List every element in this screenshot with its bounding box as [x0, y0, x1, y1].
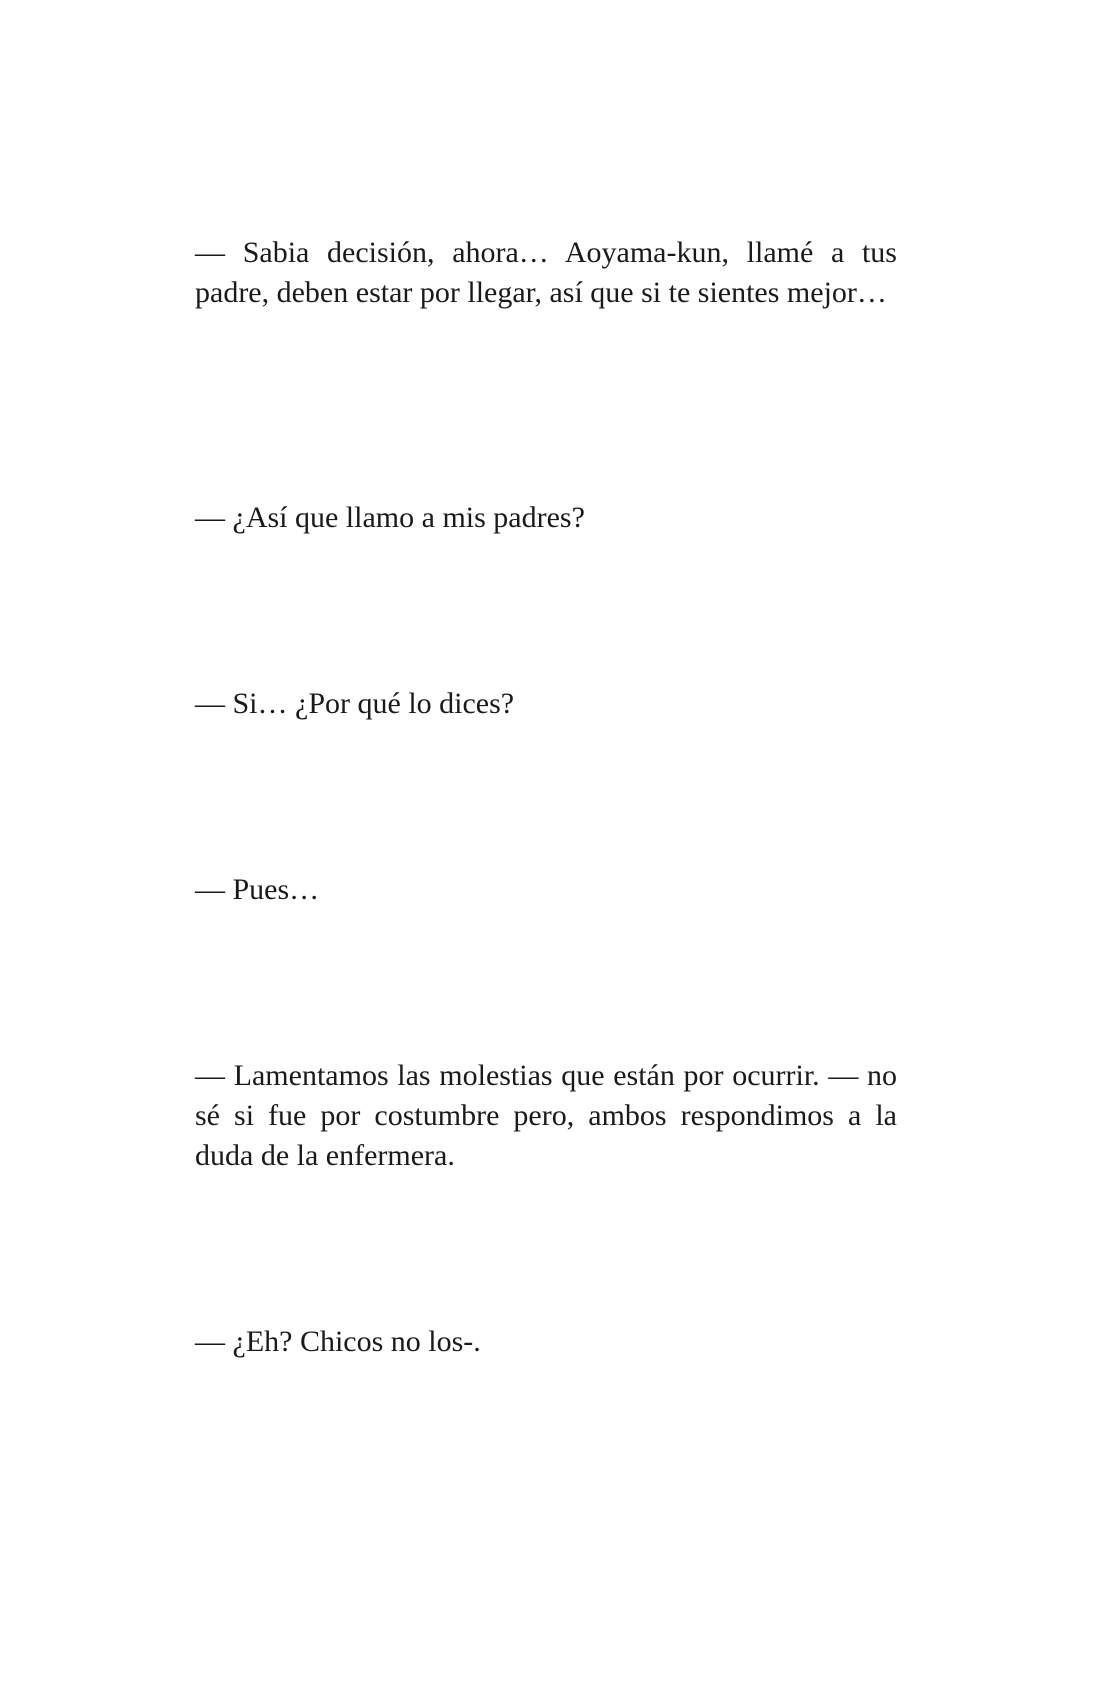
- paragraph-called-parents: — ¿Así que llamo a mis padres?: [195, 501, 585, 534]
- paragraph-apology: — Lamentamos las molestias que están por ocurrir. — no sé si fue por costumbre pero, ambos respondimos a la duda de la enfermera.: [195, 1059, 897, 1172]
- paragraph-why-ask: — Si… ¿Por qué lo dices?: [195, 687, 515, 720]
- paragraph-nurse-decision: — Sabia decisión, ahora… Aoyama-kun, llamé a tus padre, deben estar por llegar, así que si te sientes mejor…: [195, 236, 897, 309]
- paragraph-well: — Pues…: [195, 873, 320, 906]
- paragraph-eh: — ¿Eh? Chicos no los-.: [195, 1325, 481, 1358]
